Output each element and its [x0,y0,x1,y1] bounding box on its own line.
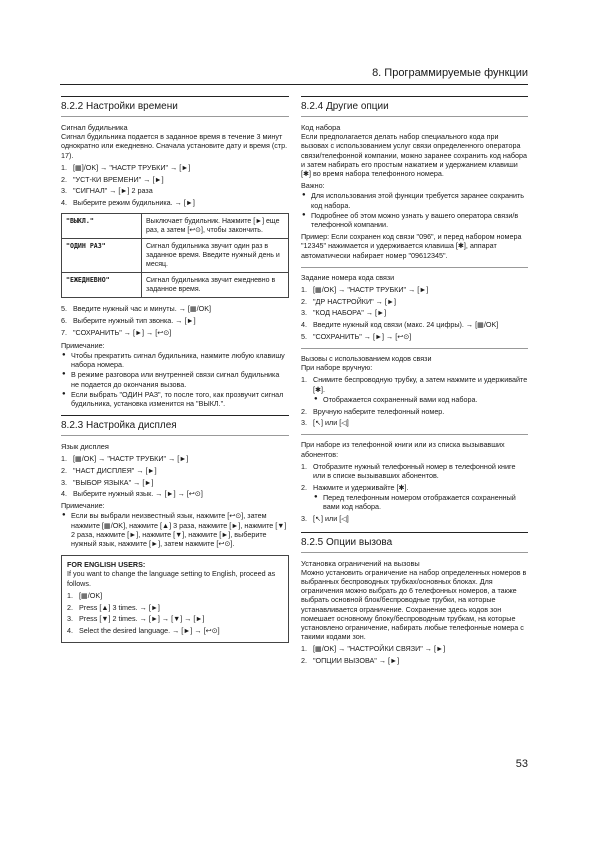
box-steps [67,591,283,635]
manual-steps [301,375,528,427]
list-item: ● Подробнее об этом можно узнать у вашего оператора связи/в телефонной компании. [301,211,528,229]
example-text: Пример: Если сохранен код связи "096", и перед набором номера "12345" нажимается и удерживается клавиша [✱], аппарат автоматически набирает номер "09612345". [301,232,522,260]
display-steps [61,454,289,498]
section-title-8-2-3: 8.2.3 Настройка дисплея [61,415,289,436]
note-label: Примечание: [61,340,105,350]
manual-label: При наборе вручную: [301,363,373,373]
step: 2. Нажмите и удерживайте [✱]. ● Перед телефонным номером отображается сохраненный вами код набора. [301,483,528,512]
step: 1. [▦/OK] → "НАСТР ТРУБКИ" → [►] [301,285,429,295]
list-item: ● Чтобы прекратить сигнал будильника, нажмите любую клавишу набора номера. [61,351,289,369]
book-steps [301,462,528,523]
step: 2. Press [▲] 3 times. → [►] [67,602,160,612]
step: 3. "ВЫБОР ЯЗЫКА" → [►] [61,477,154,487]
section-title-8-2-2: 8.2.2 Настройки времени [61,96,289,117]
step: 1. [▦/OK] → "НАСТРОЙКИ СВЯЗИ" → [►] [301,644,446,654]
step: 6. Выберите нужный тип звонка. → [►] [61,315,196,325]
list-item: ● Отображается сохраненный вами код набора. [313,395,528,404]
list-item: ● Перед телефонным номером отображается сохраненный вами код набора. [313,493,528,511]
alarm-intro: Сигнал будильника подается в заданное время в течение 3 минут однократно или ежедневно. Сначала установите дату и время (стр. 17). [61,132,288,160]
calls-title: Вызовы с использованием кодов связи [301,354,432,364]
left-column [61,96,289,643]
page-header [60,67,528,85]
step: 1. Снимите беспроводную трубку, а затем нажмите и удерживайте [✱]. ● Отображается сохраненный вами код набора. [301,375,528,404]
subsection-alarm: Сигнал будильника [61,123,128,132]
alarm-steps-2 [61,304,289,337]
step: 7. "СОХРАНИТЬ" → [►] → [↩⊙] [61,327,172,337]
right-column [301,96,528,668]
section-title-8-2-5: 8.2.5 Опции вызова [301,532,528,553]
subsection-dial-code: Код набора [301,123,341,132]
step: 1. [▦]/OK] → "НАСТР ТРУБКИ" → [►] [61,162,191,172]
step: 3. "СИГНАЛ" → [►] 2 раза [61,186,153,196]
step: 1. [▦/OK] [67,590,103,600]
list-item: ● Для использования этой функции требуется заранее сохранить код набора. [301,191,528,209]
step: 2. "ДР НАСТРОЙКИ" → [►] [301,296,396,306]
subsection-display-language: Язык дисплея [61,442,109,452]
box-title: FOR ENGLISH USERS: [67,560,146,570]
subsection-call-restriction: Установка ограничений на вызовы [301,558,420,568]
section-title-8-2-4: 8.2.4 Другие опции [301,96,528,117]
alarm-steps [61,163,289,207]
list-item: ● Если вы выбрали неизвестный язык, нажмите [↩⊙], затем нажмите [▦/OK], нажмите [▲] 3 раза, нажмите [►], нажмите [▼] 2 раза, нажмите [►], нажмите [▼], нажмите [►], выберите нужный язык, нажмите [►], затем нажмите [↩⊙]. [61,511,289,548]
page-number: 53 [515,758,528,770]
table-row: "ЕЖЕДНЕВНО" Сигнал будильника звучит ежедневно в заданное время. [62,273,289,298]
table-row: "ОДИН РАЗ" Сигнал будильника звучит один раз в заданное время. Введите нужный день и месяц. [62,239,289,273]
assign-steps [301,285,528,341]
step: 3. "КОД НАБОРА" → [►] [301,308,387,318]
english-users-box [61,555,289,642]
display-notes [61,511,289,548]
call-options-steps [301,644,528,665]
assign-title: Задание номера кода связи [301,272,395,282]
step: 2. Вручную наберите телефонный номер. [301,406,445,416]
dial-code-intro: Если предполагается делать набор специального кода при вызовах с использованием услуг связи определенного оператора связи/телефонной компании, можно заранее сохранить код набора и затем набирать его простым нажатием и удержанием клавиши [✱] во время набора телефонного номера. [301,132,528,179]
note-label: Примечание: [61,501,105,511]
step: 3. [↖] или [◁] [301,513,349,523]
book-label: При наборе из телефонной книги или из списка вызывавших абонентов: [301,440,505,459]
step: 2. "ОПЦИИ ВЫЗОВА" → [►] [301,656,400,666]
alarm-mode-table [61,213,289,298]
step: 1. [▦/OK] → "НАСТР ТРУБКИ" → [►] [61,454,189,464]
step: 2. "УСТ-КИ ВРЕМЕНИ" → [►] [61,174,164,184]
step: 4. Введите нужный код связи (макс. 24 цифры). → [▦/OK] [301,320,499,330]
call-restriction-text: Можно установить ограничение на набор определенных номеров в выбранных беспроводных трубках/основных блоках. Для ограничения можно выбрать до 6 телефонных номеров, а также выбрать основной блок/беспроводные трубки, на которые устанавливается ограничение. Сохранение здесь кодов зон помешает основному блоку/беспроводным трубкам, на которые установлено ограничение, набирать любые телефонные номера с такими кодами зон. [301,567,527,642]
list-item: ● В режиме разговора или внутренней связи сигнал будильника не подается до окончания вызова. [61,370,289,388]
step: 3. Press [▼] 2 times. → [►] → [▼] → [►] [67,614,205,624]
step: 3. [↖] или [◁] [301,418,349,428]
chapter-title: 8. Программируемые функции [372,67,528,79]
step: 4. Select the desired language. → [►] → [↩⊙] [67,625,220,635]
important-label: Важно: [301,181,325,191]
table-row: "ВЫКЛ." Выключает будильник. Нажмите [►] еще раз, а затем [↩⊙], чтобы закончить. [62,214,289,239]
box-intro: If you want to change the language setting to English, proceed as follows. [67,569,276,588]
alarm-notes [61,351,289,408]
step: 5. "СОХРАНИТЬ" → [►] → [↩⊙] [301,331,412,341]
step: 1. Отобразите нужный телефонный номер в телефонной книге или в списке вызывавших абонентов. [301,461,516,481]
step: 4. Выберите нужный язык. → [►] → [↩⊙] [61,489,203,499]
list-item: ● Если выбрать "ОДИН РАЗ", то после того, как прозвучит сигнал будильника, установка изменится на "ВЫКЛ.". [61,390,289,408]
important-list [301,191,528,229]
step: 2. "НАСТ ДИСПЛЕЯ" → [►] [61,466,157,476]
step: 5. Введите нужный час и минуты. → [▦/OK] [61,304,212,314]
step: 4. Выберите режим будильника. → [►] [61,197,195,207]
